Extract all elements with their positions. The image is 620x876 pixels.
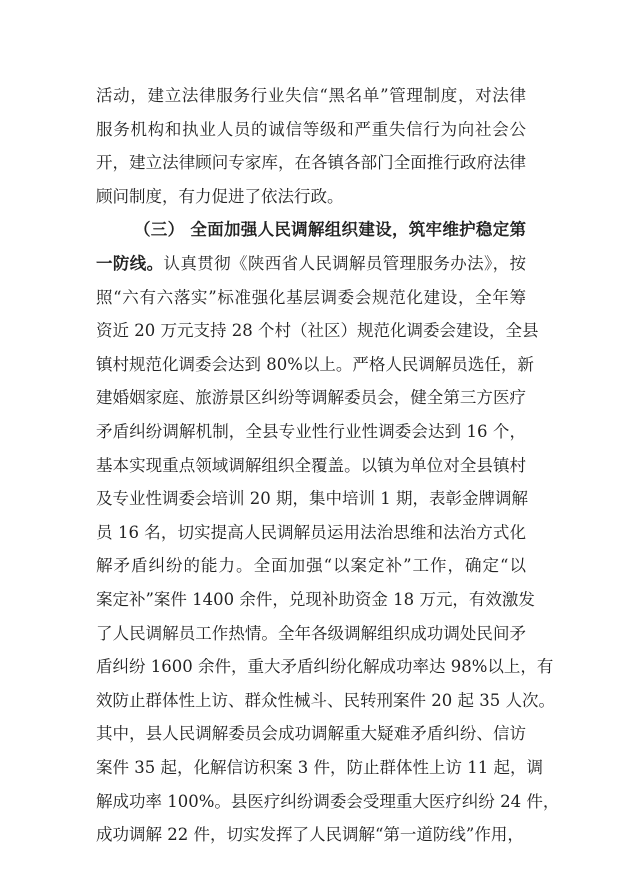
- paragraph-line: 解成功率 100%。县医疗纠纷调委会受理重大医疗纠纷 24 件，: [96, 791, 560, 811]
- paragraph-line: 其中，县人民调解委员会成功调解重大疑难矛盾纠纷、信访: [96, 724, 526, 744]
- paragraph-line: 建婚姻家庭、旅游景区纠纷等调解委员会，健全第三方医疗: [96, 388, 526, 408]
- paragraph-line: 资近 20 万元支持 28 个村（社区）规范化调委会建设，全县: [96, 321, 539, 341]
- paragraph-line: 及专业性调委会培训 20 期，集中培训 1 期，表彰金牌调解: [96, 489, 528, 509]
- paragraph-line: 镇村规范化调委会达到 80%以上。严格人民调解员选任，新: [96, 354, 534, 374]
- paragraph-line: 效防止群体性上访、群众性械斗、民转刑案件 20 起 35 人次。: [96, 690, 555, 710]
- paragraph-line: 活动，建立法律服务行业失信“黑名单”管理制度，对法律: [96, 86, 526, 105]
- paragraph-line: 了人民调解员工作热情。全年各级调解组织成功调处民间矛: [96, 623, 526, 643]
- section-heading-end: 一防线。: [96, 254, 164, 273]
- paragraph-line: 员 16 名，切实提高人民调解员运用法治思维和法治方式化: [96, 522, 526, 542]
- paragraph-line: 顾问制度，有力促进了依法行政。: [96, 186, 344, 206]
- paragraph-line: 案件 35 起，化解信访积案 3 件，防止群体性上访 11 起，调: [96, 758, 543, 777]
- paragraph-text: 认真贯彻《陕西省人民调解员管理服务办法》，按: [163, 254, 527, 273]
- paragraph-line: 成功调解 22 件，切实发挥了人民调解“第一道防线”作用，: [96, 825, 524, 845]
- paragraph-line: 开，建立法律顾问专家库，在各镇各部门全面推行政府法律: [96, 153, 526, 173]
- paragraph-line: 案定补”案件 1400 余件，兑现补助资金 18 万元，有效激发: [96, 590, 535, 609]
- paragraph-line: 服务机构和执业人员的诚信等级和严重失信行为向社会公: [96, 119, 526, 139]
- section-heading: （三） 全面加强人民调解组织建设，筑牢维护稳定第: [134, 220, 526, 240]
- paragraph-line: 基本实现重点领域调解组织全覆盖。以镇为单位对全县镇村: [96, 455, 526, 475]
- paragraph-line: 矛盾纠纷调解机制，全县专业性行业性调委会达到 16 个，: [96, 422, 526, 441]
- paragraph-line: 照“六有六落实”标准强化基层调委会规范化建设，全年筹: [96, 287, 526, 307]
- paragraph-line: [96, 252, 526, 276]
- paragraph-line: 解矛盾纠纷的能力。全面加强“以案定补”工作，确定“以: [96, 556, 526, 576]
- paragraph-line: 盾纠纷 1600 余件，重大矛盾纠纷化解成功率达 98%以上，有: [96, 657, 554, 677]
